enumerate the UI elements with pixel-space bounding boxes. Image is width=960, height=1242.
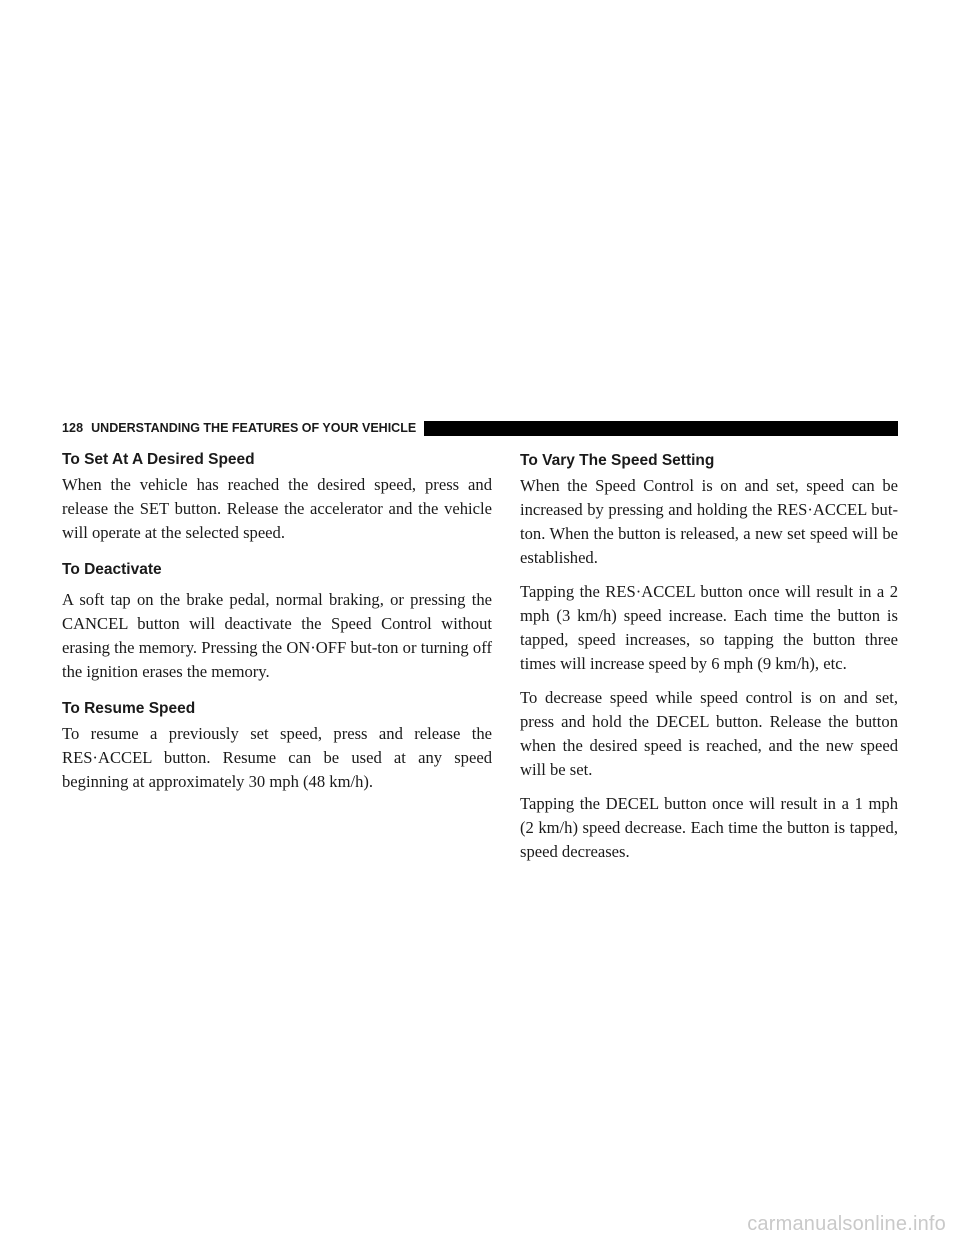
section-deactivate [62,560,492,684]
section-paragraph: When the vehicle has reached the desired speed, press and release the SET button. Release the accelerator and the vehicle will operate at the selected speed. [62,475,492,542]
chapter-title: UNDERSTANDING THE FEATURES OF YOUR VEHICLE [91,421,417,435]
right-column [520,451,898,877]
section-paragraph: To decrease speed while speed control is on and set, press and hold the DECEL button. Release the button when the desired speed is reached, and the new speed will be set. [520,688,898,779]
section-heading: To Deactivate [62,561,162,578]
section-resume-speed [62,699,492,794]
section-paragraph: Tapping the DECEL button once will result in a 1 mph (2 km/h) speed decrease. Each time the button is tapped, speed decreases. [520,794,898,861]
section-paragraph: To resume a previously set speed, press and release the RES·ACCEL button. Resume can be used at any speed beginning at approximately 30 mph (48 km/h). [62,724,492,791]
section-heading: To Resume Speed [62,700,196,717]
section-paragraph: Tapping the RES·ACCEL button once will result in a 2 mph (3 km/h) speed increase. Each time the button is tapped, speed increases, so tapping the button three times will increase speed by 6 mph (9 km/h), etc. [520,582,898,673]
section-vary-speed [520,451,898,864]
header-rule [424,421,898,436]
section-paragraph: A soft tap on the brake pedal, normal braking, or pressing the CANCEL button will deactivate the Speed Control without erasing the memory. Pressing the ON·OFF but-ton or turning off the ignition erases the memory. [62,590,492,681]
page-number: 128 [62,421,84,435]
watermark-text: carmanualsonline.info [747,1213,946,1235]
section-paragraph: When the Speed Control is on and set, speed can be increased by pressing and holding the RES·ACCEL but-ton. When the button is released, a new set speed will be established. [520,476,898,567]
section-heading: To Vary The Speed Setting [520,452,715,469]
page-header [62,420,898,436]
section-heading: To Set At A Desired Speed [62,451,255,468]
left-column [62,450,492,809]
section-set-speed [62,450,492,545]
